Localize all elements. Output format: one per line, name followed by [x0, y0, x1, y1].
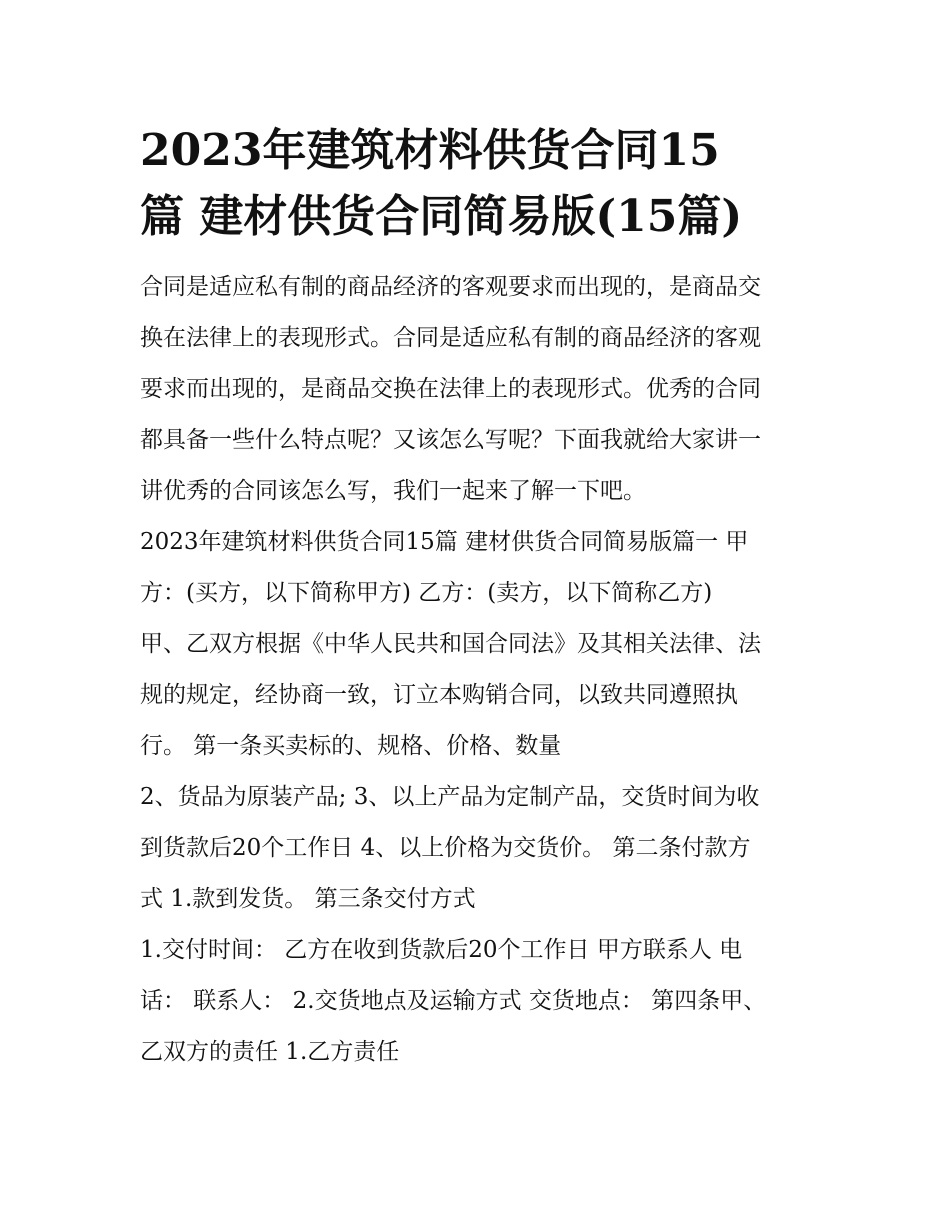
- title-line: 2023年建筑材料供货合同15: [140, 125, 720, 176]
- title-line: 篇 建材供货合同简易版(15篇): [140, 191, 743, 242]
- delivery-paragraph: [140, 925, 820, 1078]
- text-line: 要求而出现的，是商品交换在法律上的表现形式。优秀的合同: [140, 376, 761, 402]
- text-line: 都具备一些什么特点呢？又该怎么写呢？下面我就给大家讲一: [140, 427, 761, 453]
- text-line: 行。 第一条买卖标的、规格、价格、数量: [140, 733, 562, 759]
- text-line: 乙双方的责任 1.乙方责任: [140, 1039, 400, 1065]
- agreement-paragraph: [140, 619, 820, 772]
- document-title: [140, 118, 820, 250]
- goods-payment-paragraph: [140, 772, 820, 925]
- intro-paragraph: [140, 262, 820, 517]
- text-line: 甲、乙双方根据《中华人民共和国合同法》及其相关法律、法: [140, 631, 761, 657]
- parties-paragraph: [140, 517, 820, 619]
- text-line: 话： 联系人： 2.交货地点及运输方式 交货地点： 第四条甲、: [140, 988, 767, 1014]
- text-line: 规的规定，经协商一致，订立本购销合同，以致共同遵照执: [140, 682, 738, 708]
- text-line: 讲优秀的合同该怎么写，我们一起来了解一下吧。: [140, 478, 646, 504]
- text-line: 2023年建筑材料供货合同15篇 建材供货合同简易版篇一 甲: [140, 529, 749, 555]
- text-line: 2、货品为原装产品; 3、以上产品为定制产品，交货时间为收: [140, 784, 760, 810]
- text-line: 换在法律上的表现形式。合同是适应私有制的商品经济的客观: [140, 325, 761, 351]
- text-line: 方：(买方，以下简称甲方) 乙方：(卖方，以下简称乙方): [140, 580, 713, 606]
- text-line: 到货款后20个工作日 4、以上价格为交货价。 第二条付款方: [140, 835, 751, 861]
- text-line: 式 1.款到发货。 第三条交付方式: [140, 886, 476, 912]
- text-line: 合同是适应私有制的商品经济的客观要求而出现的，是商品交: [140, 274, 761, 300]
- text-line: 1.交付时间： 乙方在收到货款后20个工作日 甲方联系人 电: [140, 937, 743, 963]
- document-page: [140, 118, 820, 1078]
